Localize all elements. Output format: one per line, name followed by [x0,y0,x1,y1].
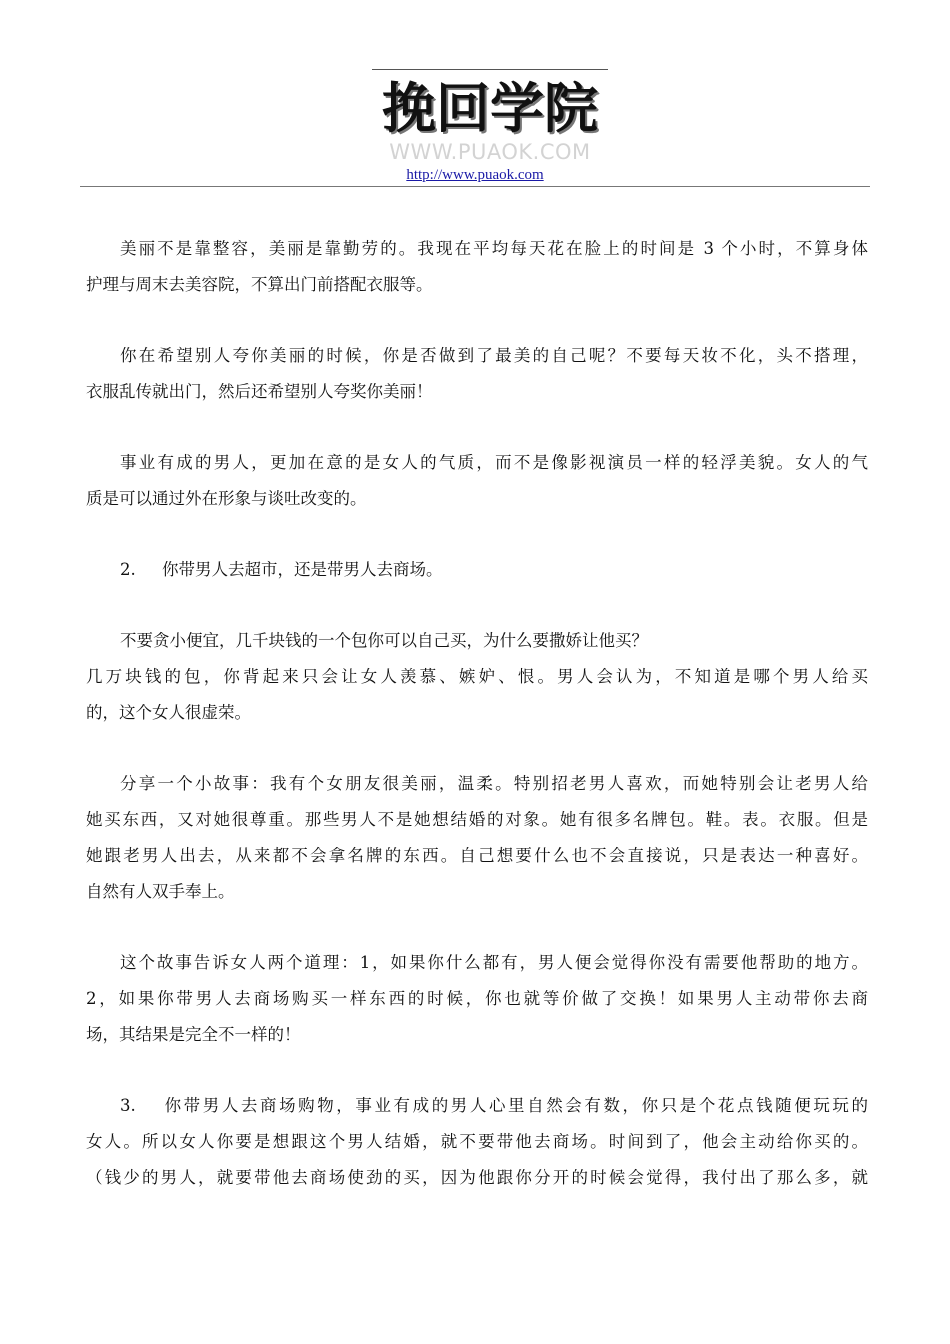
paragraph-beauty-effort [86,231,868,303]
section-3 [86,1088,868,1196]
text-line: 她买东西，又对她很尊重。那些男人不是她想结婚的对象。她有很多名牌包。鞋。表。衣服。但是 [86,810,868,829]
text-line: 护理与周末去美容院，不算出门前搭配衣服等。 [86,275,433,294]
text-line: 女人。所以女人你要是想跟这个男人结婚，就不要带他去商场。时间到了，他会主动给你买的。 [86,1132,868,1151]
document-header [0,0,950,190]
section-number: 2. [120,560,136,579]
paragraph-story [86,766,868,910]
text-line: 2，如果你带男人去商场购买一样东西的时候，你也就等价做了交换！如果男人主动带你去商 [86,989,868,1008]
text-line: 美丽不是靠整容，美丽是靠勤劳的。我现在平均每天花在脸上的时间是 3 个小时，不算身体 [120,239,868,258]
text-line: 质是可以通过外在形象与谈吐改变的。 [86,489,367,508]
header-top-rule [372,69,608,70]
text-line: 这个故事告诉女人两个道理：1，如果你什么都有，男人便会觉得你没有需要他帮助的地方。 [120,953,868,972]
paragraph-temperament [86,445,868,517]
text-line: （钱少的男人，就要带他去商场使劲的买，因为他跟你分开的时候会觉得，我付出了那么多，就 [86,1168,868,1187]
logo-text: 挽回学院 [382,77,598,140]
paragraph-lesson [86,945,868,1053]
text-line: 衣服乱传就出门，然后还希望别人夸奖你美丽！ [86,382,433,401]
text-line: 你带男人去商场购物，事业有成的男人心里自然会有数，你只是个花点钱随便玩玩的 [162,1096,868,1115]
section-title: 你带男人去超市，还是带男人去商场。 [162,560,443,579]
section-heading-2 [86,552,868,588]
text-line: 的，这个女人很虚荣。 [86,703,251,722]
heading-line [86,1088,868,1124]
text-line: 你在希望别人夸你美丽的时候，你是否做到了最美的自己呢？不要每天妆不化，头不搭理， [120,346,868,365]
text-line: 场，其结果是完全不一样的！ [86,1025,301,1044]
site-url-link[interactable]: http://www.puaok.com [406,167,544,183]
section-number: 3. [120,1096,136,1115]
text-line: 自然有人双手奉上。 [86,882,235,901]
heading-line [86,552,868,588]
paragraph-best-self [86,338,868,410]
text-line: 她跟老男人出去，从来都不会拿名牌的东西。自己想要什么也不会直接说，只是表达一种喜好。 [86,846,868,865]
logo-subtext: WWW.PUAOK.COM [389,140,591,164]
text-line: 几万块钱的包，你背起来只会让女人羡慕、嫉妒、恨。男人会认为，不知道是哪个男人给买 [86,667,868,686]
text-line: 事业有成的男人，更加在意的是女人的气质，而不是像影视演员一样的轻浮美貌。女人的气 [120,453,868,472]
paragraph-bags [86,623,868,731]
document-body [86,231,868,1231]
header-bottom-rule [80,186,870,187]
text-line: 分享一个小故事：我有个女朋友很美丽，温柔。特别招老男人喜欢，而她特别会让老男人给 [120,774,868,793]
site-logo [372,78,608,140]
text-line: 不要贪小便宜，几千块钱的一个包你可以自己买，为什么要撒娇让他买？ [120,631,648,650]
